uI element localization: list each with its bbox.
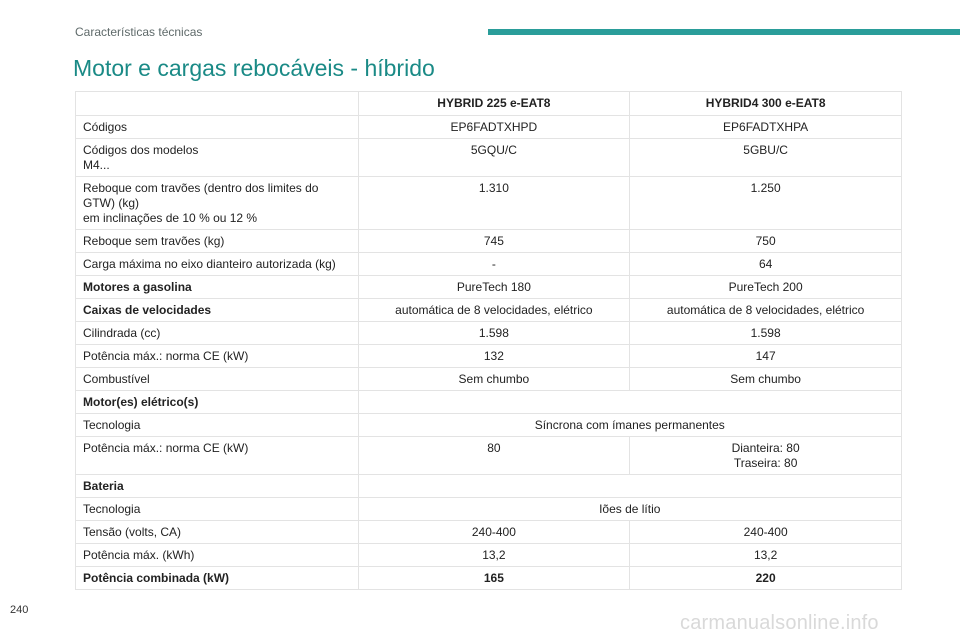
value-hybrid-225: EP6FADTXHPD bbox=[358, 116, 630, 139]
table-section-row bbox=[76, 475, 902, 498]
table-row bbox=[76, 544, 902, 567]
table-row bbox=[76, 437, 902, 475]
value-hybrid4-300: 147 bbox=[630, 345, 902, 368]
watermark: carmanualsonline.info bbox=[680, 612, 879, 634]
row-label: Reboque sem travões (kg) bbox=[76, 230, 359, 253]
row-label: Motores a gasolina bbox=[76, 276, 359, 299]
row-label: Códigos dos modelos M4... bbox=[76, 139, 359, 177]
value-hybrid4-300: 5GBU/C bbox=[630, 139, 902, 177]
table-row bbox=[76, 567, 902, 590]
row-label: Códigos bbox=[76, 116, 359, 139]
accent-bar bbox=[488, 29, 960, 35]
row-label: Tensão (volts, CA) bbox=[76, 521, 359, 544]
table-row bbox=[76, 521, 902, 544]
table-header-row bbox=[76, 92, 902, 116]
section-label-electric-motor: Motor(es) elétrico(s) bbox=[76, 391, 359, 414]
value-hybrid4-300: Dianteira: 80 Traseira: 80 bbox=[630, 437, 902, 475]
header-blank bbox=[76, 92, 359, 116]
empty-cell bbox=[358, 391, 901, 414]
value-hybrid4-300: 64 bbox=[630, 253, 902, 276]
value-hybrid-225: - bbox=[358, 253, 630, 276]
value-hybrid4-300: Sem chumbo bbox=[630, 368, 902, 391]
value-both-models: Síncrona com ímanes permanentes bbox=[358, 414, 901, 437]
row-label: Caixas de velocidades bbox=[76, 299, 359, 322]
header-hybrid4-300: HYBRID4 300 e-EAT8 bbox=[630, 92, 902, 116]
table-row bbox=[76, 414, 902, 437]
value-hybrid-225: 240-400 bbox=[358, 521, 630, 544]
value-hybrid4-300: 1.598 bbox=[630, 322, 902, 345]
table-row bbox=[76, 345, 902, 368]
page-number: 240 bbox=[10, 604, 29, 616]
row-label: Potência combinada (kW) bbox=[76, 567, 359, 590]
value-hybrid-225: 132 bbox=[358, 345, 630, 368]
table-row bbox=[76, 177, 902, 230]
value-hybrid-225: 165 bbox=[358, 567, 630, 590]
value-hybrid4-300: PureTech 200 bbox=[630, 276, 902, 299]
page-title: Motor e cargas rebocáveis - híbrido bbox=[73, 55, 435, 81]
row-label: Potência máx.: norma CE (kW) bbox=[76, 345, 359, 368]
section-title: Características técnicas bbox=[75, 25, 203, 39]
row-label: Potência máx. (kWh) bbox=[76, 544, 359, 567]
table-row bbox=[76, 139, 902, 177]
value-hybrid-225: 13,2 bbox=[358, 544, 630, 567]
table-row bbox=[76, 322, 902, 345]
section-label-battery: Bateria bbox=[76, 475, 359, 498]
value-hybrid4-300: EP6FADTXHPA bbox=[630, 116, 902, 139]
value-hybrid-225: PureTech 180 bbox=[358, 276, 630, 299]
row-label: Carga máxima no eixo dianteiro autorizada (kg) bbox=[76, 253, 359, 276]
value-both-models: Iões de lítio bbox=[358, 498, 901, 521]
value-hybrid4-300: 240-400 bbox=[630, 521, 902, 544]
value-hybrid-225: 5GQU/C bbox=[358, 139, 630, 177]
row-label: Combustível bbox=[76, 368, 359, 391]
value-hybrid-225: 1.310 bbox=[358, 177, 630, 230]
row-label: Potência máx.: norma CE (kW) bbox=[76, 437, 359, 475]
value-hybrid4-300: 13,2 bbox=[630, 544, 902, 567]
table-row bbox=[76, 230, 902, 253]
header-hybrid-225: HYBRID 225 e-EAT8 bbox=[358, 92, 630, 116]
table-row bbox=[76, 299, 902, 322]
value-hybrid-225: 80 bbox=[358, 437, 630, 475]
spec-table bbox=[75, 91, 902, 590]
value-hybrid-225: 1.598 bbox=[358, 322, 630, 345]
table-section-row bbox=[76, 391, 902, 414]
table-row bbox=[76, 368, 902, 391]
row-label: Reboque com travões (dentro dos limites do GTW) (kg) em inclinações de 10 % ou 12 % bbox=[76, 177, 359, 230]
table-row bbox=[76, 253, 902, 276]
value-hybrid4-300: 220 bbox=[630, 567, 902, 590]
value-hybrid4-300: 1.250 bbox=[630, 177, 902, 230]
table-row bbox=[76, 116, 902, 139]
value-hybrid-225: 745 bbox=[358, 230, 630, 253]
table-row bbox=[76, 498, 902, 521]
value-hybrid-225: Sem chumbo bbox=[358, 368, 630, 391]
row-label: Tecnologia bbox=[76, 498, 359, 521]
row-label: Cilindrada (cc) bbox=[76, 322, 359, 345]
value-hybrid4-300: automática de 8 velocidades, elétrico bbox=[630, 299, 902, 322]
row-label: Tecnologia bbox=[76, 414, 359, 437]
value-hybrid4-300: 750 bbox=[630, 230, 902, 253]
table-row bbox=[76, 276, 902, 299]
value-hybrid-225: automática de 8 velocidades, elétrico bbox=[358, 299, 630, 322]
empty-cell bbox=[358, 475, 901, 498]
